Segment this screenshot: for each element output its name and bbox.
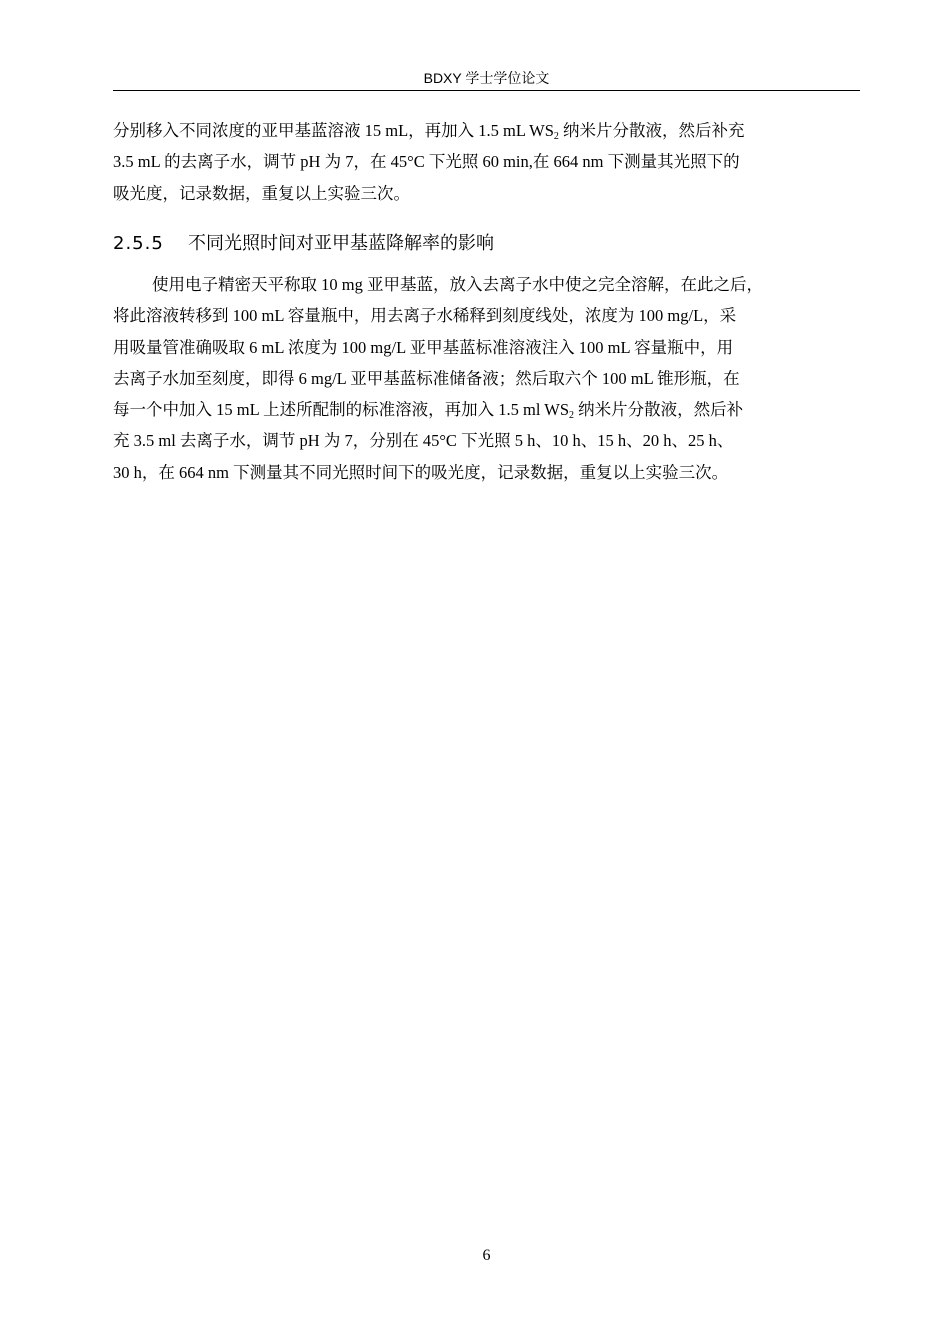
paragraph-2-line-4: 去离子水加至刻度，即得 6 mg/L 亚甲基蓝标准储备液；然后取六个 100 mL 锥形瓶，在: [113, 368, 740, 388]
section-heading: [113, 230, 494, 258]
subscript: 2: [553, 131, 559, 142]
paragraph-1: [113, 115, 873, 209]
paragraph-2-line-5: [113, 394, 873, 425]
text-segment: 纳米片分散液，然后补充: [558, 121, 745, 140]
paragraph-1-line-1: [113, 115, 873, 146]
running-header: BDXY 学士学位论文: [423, 70, 550, 86]
header-rule: [113, 90, 860, 91]
text-segment: 每一个中加入 15 mL 上述所配制的标准溶液，再加入 1.5 ml WS: [113, 400, 570, 420]
section-number: 2.5.5: [113, 233, 164, 254]
text-segment: 纳米片分散液，然后补: [574, 400, 744, 420]
page-number: 6: [482, 1247, 491, 1264]
paragraph-1-line-2: 3.5 mL 的去离子水，调节 pH 为 7，在 45°C 下光照 60 min,在 664 nm 下测量其光照下的: [113, 152, 740, 172]
paragraph-2-line-2: 将此溶液转移到 100 mL 容量瓶中，用去离子水稀释到刻度线处，浓度为 100 mg/L，采: [113, 306, 737, 326]
paragraph-2-line-7: 30 h，在 664 nm 下测量其不同光照时间下的吸光度，记录数据，重复以上实验三次。: [113, 462, 729, 482]
paragraph-1-line-3: 吸光度，记录数据，重复以上实验三次。: [113, 183, 410, 203]
subscript: 2: [569, 410, 575, 422]
paragraph-2: [113, 269, 873, 488]
section-title: 不同光照时间对亚甲基蓝降解率的影响: [188, 233, 494, 254]
text-segment: 分别移入不同浓度的亚甲基蓝溶液 15 mL，再加入 1.5 mL WS: [113, 121, 554, 140]
paragraph-2-line-1: 使用电子精密天平称取 10 mg 亚甲基蓝，放入去离子水中使之完全溶解，在此之后，: [152, 275, 763, 294]
paragraph-2-line-6: 充 3.5 ml 去离子水，调节 pH 为 7，分别在 45°C 下光照 5 h、10 h、15 h、20 h、25 h、: [113, 431, 734, 451]
paragraph-2-line-3: 用吸量管准确吸取 6 mL 浓度为 100 mg/L 亚甲基蓝标准溶液注入 100 mL 容量瓶中，用: [113, 337, 734, 357]
